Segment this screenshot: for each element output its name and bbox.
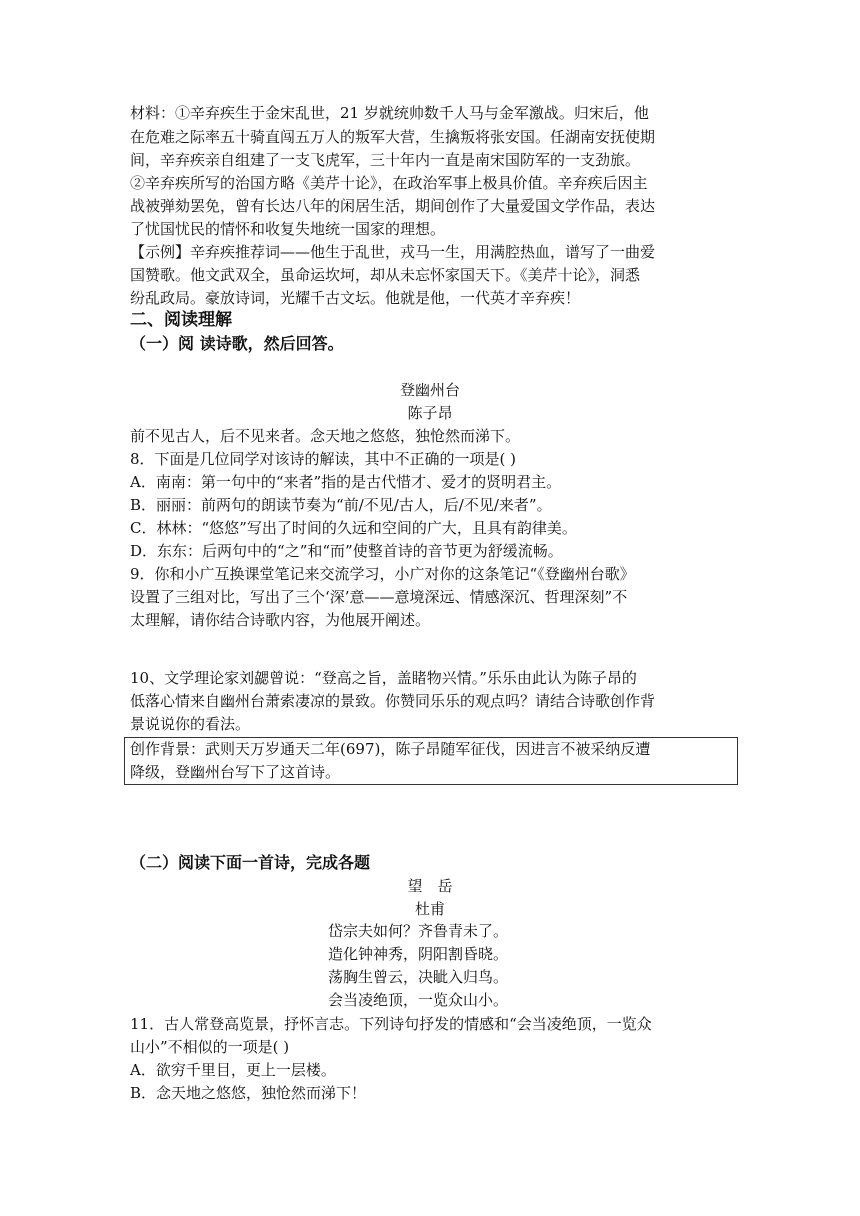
- poem1-text: 前不见古人，后不见来者。念天地之悠悠，独怆然而涕下。: [130, 427, 521, 445]
- material-line-5: 战被弹劾罢免，曾有长达八年的闲居生活，期间创作了大量爱国文学作品，表达: [130, 197, 656, 215]
- q11-option-a: A．欲穷千里目，更上一层楼。: [130, 1061, 336, 1079]
- q10-line-3: 景说说你的看法。: [130, 715, 251, 733]
- material-line-4: ②辛弃疾所写的治国方略《美芹十论》，在政治军事上极具价值。辛弃疾后因主: [130, 174, 648, 192]
- example-line-2: 国赞歌。他文武双全，虽命运坎坷，却从未忘怀家国天下。《美芹十论》，洞悉: [130, 266, 641, 284]
- material-line-3: 间，辛弃疾亲自组建了一支飞虎军，三十年内一直是南宋国防军的一支劲旅。: [130, 151, 641, 169]
- material-line-1: 材料：①辛弃疾生于金宋乱世，21 岁就统帅数千人马与金军激战。归宋后，他: [130, 104, 649, 122]
- section-title: 二、阅读理解: [130, 310, 232, 330]
- poem1-title: 登幽州台: [399, 381, 460, 399]
- q8-option-d: D．东东：后两句中的“之”和“而”使整首诗的音节更为舒缓流畅。: [130, 542, 563, 560]
- poem2-line-2: 造化钟神秀，阴阳割昏晓。: [328, 945, 509, 963]
- poem2-author: 杜甫: [414, 900, 445, 918]
- poem2-line-1: 岱宗夫如何？齐鲁青未了。: [328, 922, 509, 940]
- q11-option-b: B．念天地之悠悠，独怆然而涕下！: [130, 1084, 367, 1102]
- q8-option-c: C．林林：“悠悠”写出了时间的久远和空间的广大，且具有韵律美。: [130, 519, 577, 537]
- poem1-author: 陈子昂: [407, 404, 453, 422]
- material-line-2: 在危难之际率五十骑直闯五万人的叛军大营，生擒叛将张安国。任湖南安抚使期: [130, 128, 656, 146]
- q8-option-b: B．丽丽：前两句的朗读节奏为“前/不见/古人，后/不见/来者”。: [130, 496, 552, 514]
- poem2-title: 望 岳: [407, 877, 453, 895]
- q8-option-a: A．南南：第一句中的“来者”指的是古代惜才、爱才的贤明君主。: [130, 473, 562, 491]
- material-line-6: 了忧国忧民的情怀和收复失地统一国家的理想。: [130, 220, 446, 238]
- q11-line-1: 11．古人常登高览景，抒怀言志。下列诗句抒发的情感和“会当凌绝顶，一览众: [130, 1015, 652, 1033]
- example-line-3: 纷乱政局。豪放诗词，光耀千古文坛。他就是他，一代英才辛弃疾！: [130, 289, 581, 307]
- part1-title: （一）阅 读诗歌，然后回答。: [130, 334, 344, 353]
- q10-line-2: 低落心情来自幽州台萧索凄凉的景致。你赞同乐乐的观点吗？请结合诗歌创作背: [130, 692, 656, 710]
- q9-line-2: 设置了三组对比，写出了三个‘深’意——意境深远、情感深沉、哲理深刻”不: [130, 588, 628, 606]
- q9-line-3: 太理解，请你结合诗歌内容，为他展开阐述。: [130, 611, 431, 629]
- poem2-line-3: 荡胸生曾云，决眦入归鸟。: [328, 968, 509, 986]
- q11-line-2: 山小”不相似的一项是( ): [130, 1038, 290, 1056]
- q8-stem: 8．下面是几位同学对该诗的解读，其中不正确的一项是( ): [130, 450, 517, 468]
- q10-line-1: 10、文学理论家刘勰曾说：“登高之旨，盖睹物兴情。”乐乐由此认为陈子昂的: [130, 669, 637, 687]
- q9-line-1: 9．你和小广互换课堂笔记来交流学习，小广对你的这条笔记“《登幽州台歌》: [130, 565, 635, 583]
- part2-title: （二）阅读下面一首诗，完成各题: [130, 853, 371, 872]
- example-line-1: 【示例】辛弃疾推荐词——他生于乱世，戎马一生，用满腔热血，谱写了一曲爱: [130, 243, 656, 261]
- poem2-line-4: 会当凌绝顶，一览众山小。: [328, 991, 509, 1009]
- background-line-2: 降级，登幽州台写下了这首诗。: [130, 763, 341, 781]
- background-line-1: 创作背景：武则天万岁通天二年(697)，陈子昂随军征伐，因进言不被采纳反遭: [130, 740, 651, 758]
